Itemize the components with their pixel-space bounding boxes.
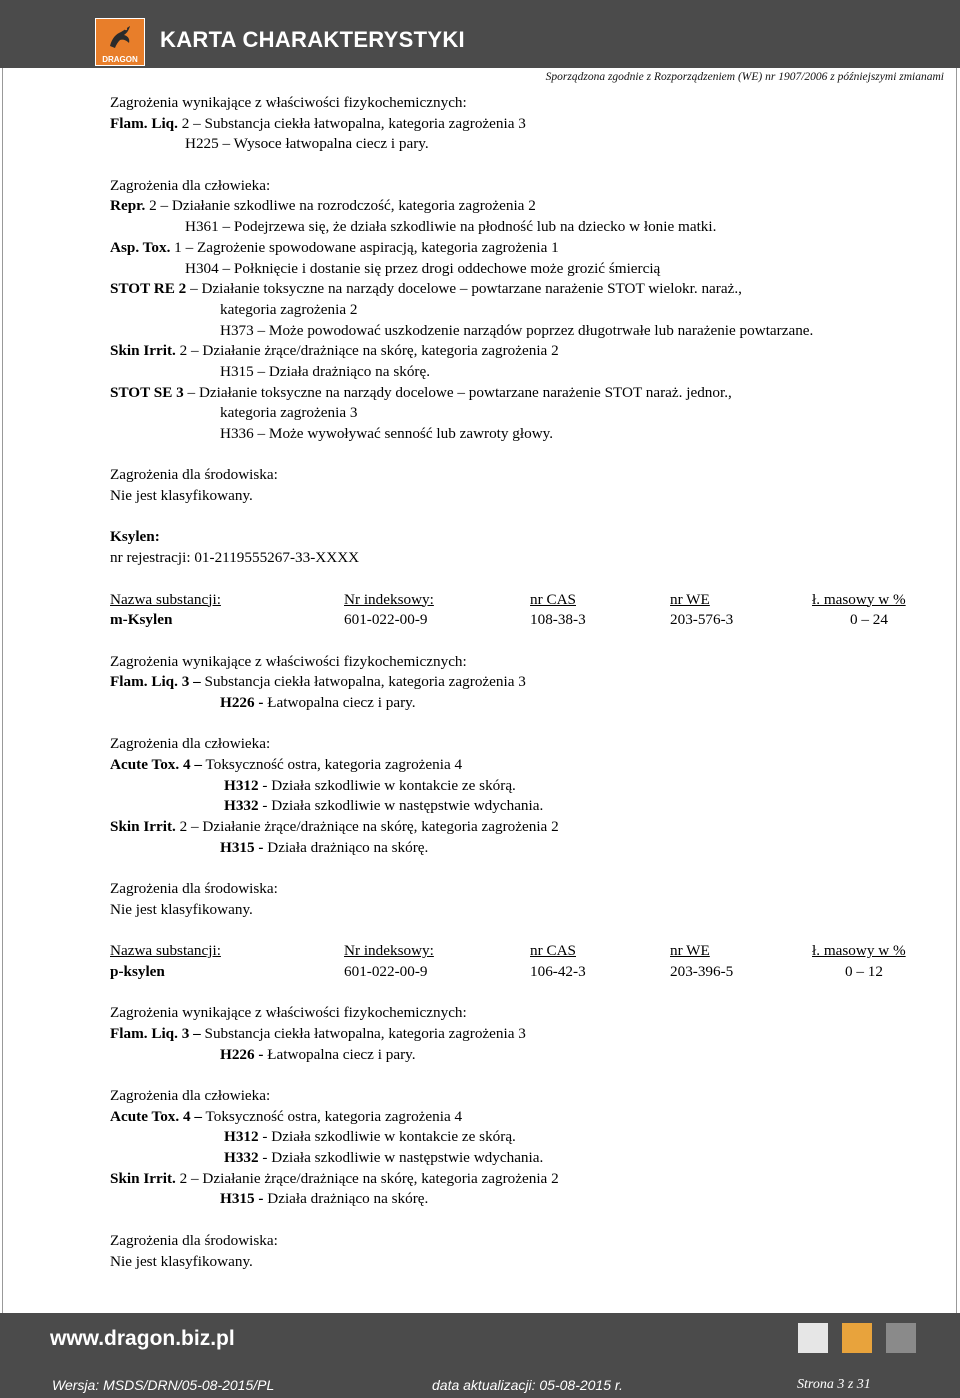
h312-line: H312 - Działa szkodliwie w kontakcie ze skórą.: [224, 1128, 516, 1146]
h315-line: H315 - Działa drażniąco na skórę.: [220, 1190, 429, 1208]
env-hazards-header: Zagrożenia dla środowiska:: [110, 880, 278, 898]
h225-line: H225 – Wysoce łatwopalna ciecz i pary.: [185, 135, 429, 153]
website-link[interactable]: www.dragon.biz.pl: [50, 1327, 235, 1350]
flam-liq-line: Flam. Liq. 2 – Substancja ciekła łatwopalna, kategoria zagrożenia 3: [110, 114, 526, 132]
flam-liq-line: Flam. Liq. 3 – Substancja ciekła łatwopalna, kategoria zagrożenia 3: [110, 1024, 526, 1042]
acute-tox-line: Acute Tox. 4 – Toksyczność ostra, kategoria zagrożenia 4: [110, 756, 463, 773]
env-classification: Nie jest klasyfikowany.: [110, 1252, 253, 1270]
dragon-logo: [95, 18, 145, 66]
col-we-number: nr WE: [670, 942, 710, 960]
h315-line: H315 – Działa drażniąco na skórę.: [220, 362, 431, 380]
mass-percent: 0 – 24: [850, 611, 888, 629]
phys-hazards-header: Zagrożenia wynikające z właściwości fizykochemicznych:: [110, 652, 467, 670]
dragon-icon: [106, 24, 134, 50]
mass-percent: 0 – 12: [845, 962, 883, 980]
footer-square-light: [798, 1323, 828, 1353]
ksylen-title: Ksylen:: [110, 528, 160, 546]
table-header-row: [110, 941, 950, 962]
col-substance-name: Nazwa substancji:: [110, 590, 221, 608]
env-classification: Nie jest klasyfikowany.: [110, 487, 253, 505]
h361-line: H361 – Podejrzewa się, że działa szkodliwie na płodność lub na dziecko w łonie matki.: [185, 218, 717, 236]
document-body: [110, 93, 950, 1272]
human-hazards-header: Zagrożenia dla człowieka:: [110, 735, 271, 753]
regulation-note: Sporządzona zgodnie z Rozporządzeniem (WE) nr 1907/2006 z późniejszymi zmianami: [545, 71, 944, 83]
skin-irrit-line: Skin Irrit. 2 – Działanie żrące/drażniące na skórę, kategoria zagrożenia 2: [110, 818, 559, 836]
stot-re-category: kategoria zagrożenia 2: [220, 300, 358, 318]
we-number: 203-396-5: [670, 962, 734, 980]
footer-square-gray: [886, 1323, 916, 1353]
h304-line: H304 – Połknięcie i dostanie się przez drogi oddechowe może grozić śmiercią: [185, 259, 661, 277]
stot-se-category: kategoria zagrożenia 3: [220, 404, 358, 422]
h226-line: H226 - Łatwopalna ciecz i pary.: [220, 693, 416, 711]
col-substance-name: Nazwa substancji:: [110, 942, 221, 960]
human-hazards-header: Zagrożenia dla człowieka:: [110, 1087, 271, 1104]
index-number: 601-022-00-9: [344, 962, 428, 980]
col-index-number: Nr indeksowy:: [344, 590, 434, 608]
table-header-row: [110, 590, 950, 611]
page-footer: [0, 1313, 960, 1398]
col-mass-percent: ł. masowy w %: [812, 942, 906, 960]
page-header: [0, 0, 960, 68]
env-classification: Nie jest klasyfikowany.: [110, 900, 253, 918]
skin-irrit-line: Skin Irrit. 2 – Działanie żrące/drażniące na skórę, kategoria zagrożenia 2: [110, 1169, 559, 1187]
flam-liq-line: Flam. Liq. 3 – Substancja ciekła łatwopalna, kategoria zagrożenia 3: [110, 673, 526, 691]
col-index-number: Nr indeksowy:: [344, 942, 434, 960]
skin-irrit-line: Skin Irrit. 2 – Działanie żrące/drażniące na skórę, kategoria zagrożenia 2: [110, 342, 559, 360]
env-hazards-header: Zagrożenia dla środowiska:: [110, 466, 278, 484]
cas-number: 108-38-3: [530, 611, 586, 629]
table-row: [110, 962, 950, 983]
h336-line: H336 – Może wywoływać senność lub zawroty głowy.: [220, 425, 554, 442]
index-number: 601-022-00-9: [344, 611, 428, 629]
stot-re-line: STOT RE 2 – Działanie toksyczne na narządy docelowe – powtarzane narażenie STOT wielokr. naraż.,: [110, 280, 742, 298]
registration-number: nr rejestracji: 01-2119555267-33-XXXX: [110, 549, 360, 567]
h373-line: H373 – Może powodować uszkodzenie narządów poprzez długotrwałe lub narażenie powtarzane.: [220, 321, 814, 339]
col-cas-number: nr CAS: [530, 942, 576, 960]
we-number: 203-576-3: [670, 611, 734, 629]
h332-line: H332 - Działa szkodliwie w następstwie wdychania.: [224, 797, 544, 815]
h315-line: H315 - Działa drażniąco na skórę.: [220, 838, 429, 856]
h226-line: H226 - Łatwopalna ciecz i pary.: [220, 1045, 416, 1063]
repr-line: Repr. 2 – Działanie szkodliwe na rozrodczość, kategoria zagrożenia 2: [110, 197, 536, 215]
footer-square-orange: [842, 1323, 872, 1353]
phys-hazards-header: Zagrożenia wynikające z właściwości fizykochemicznych:: [110, 94, 467, 111]
stot-se-line: STOT SE 3 – Działanie toksyczne na narządy docelowe – powtarzane narażenie STOT naraż. jednor.,: [110, 383, 732, 401]
substance-name: m-Ksylen: [110, 611, 173, 629]
asp-tox-line: Asp. Tox. 1 – Zagrożenie spowodowane aspiracją, kategoria zagrożenia 1: [110, 238, 559, 256]
human-hazards-header: Zagrożenia dla człowieka:: [110, 176, 271, 194]
acute-tox-line: Acute Tox. 4 – Toksyczność ostra, kategoria zagrożenia 4: [110, 1107, 463, 1125]
col-we-number: nr WE: [670, 590, 710, 608]
h312-line: H312 - Działa szkodliwie w kontakcie ze skórą.: [224, 776, 516, 794]
col-mass-percent: ł. masowy w %: [812, 590, 906, 608]
cas-number: 106-42-3: [530, 962, 586, 980]
phys-hazards-header: Zagrożenia wynikające z właściwości fizykochemicznych:: [110, 1004, 467, 1022]
table-row: [110, 610, 950, 631]
version-label: Wersja: MSDS/DRN/05-08-2015/PL: [52, 1377, 275, 1393]
update-date: data aktualizacji: 05-08-2015 r.: [432, 1377, 623, 1393]
h332-line: H332 - Działa szkodliwie w następstwie wdychania.: [224, 1149, 544, 1167]
substance-name: p-ksylen: [110, 962, 165, 980]
footer-info-bar: [0, 1373, 960, 1398]
col-cas-number: nr CAS: [530, 590, 576, 608]
document-title: KARTA CHARAKTERYSTYKI: [160, 27, 465, 52]
logo-text: DRAGON: [102, 55, 138, 64]
page-number: Strona 3 z 31: [797, 1377, 871, 1392]
env-hazards-header: Zagrożenia dla środowiska:: [110, 1231, 278, 1249]
